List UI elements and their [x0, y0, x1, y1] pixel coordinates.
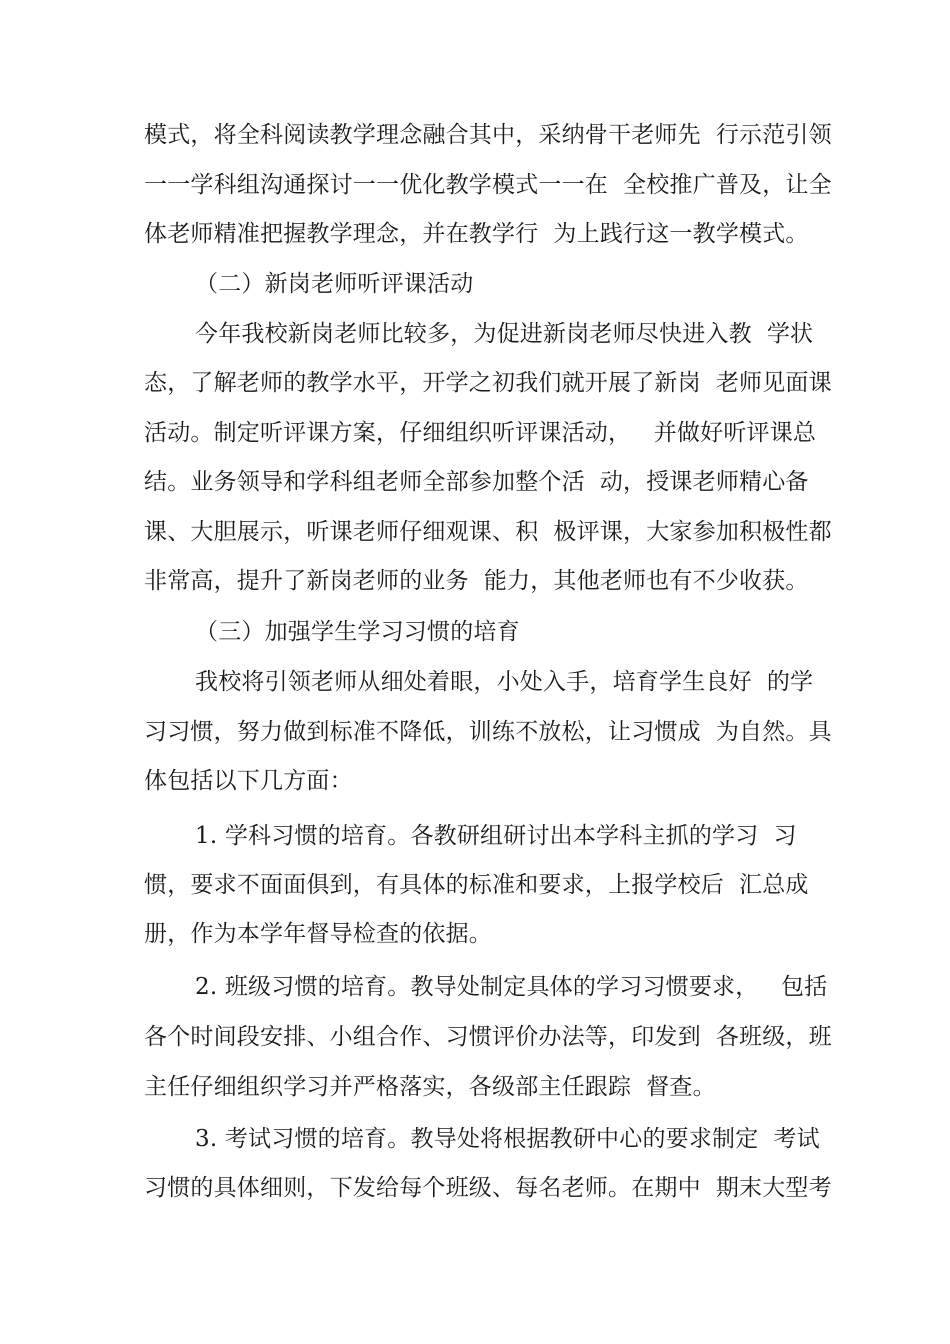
body-text-line: 体包括以下几方面：	[144, 768, 353, 794]
list-item-text: 2. 班级习惯的培育。教导处制定具体的学习习惯要求， 包括	[195, 974, 828, 1000]
body-text-line: 习惯的具体细则，下发给每个班级、每名老师。在期中 期末大型考	[144, 1175, 832, 1201]
body-text-line: 我校将引领老师从细处着眼，小处入手，培育学生良好 的学	[195, 669, 814, 695]
body-text-line: 非常高，提升了新岗老师的业务 能力，其他老师也有不少收获。	[144, 568, 809, 594]
body-text-line: 活动。制定听评课方案，仔细组织听评课活动， 并做好听评课总	[144, 420, 817, 446]
section-heading: （三）加强学生学习习惯的培育	[195, 619, 520, 645]
body-text-line: 册，作为本学年督导检查的依据。	[144, 921, 492, 947]
body-text-line: 模式，将全科阅读教学理念融合其中，采纳骨干老师先 行示范引领	[144, 122, 832, 148]
body-text-line: 态，了解老师的教学水平，开学之初我们就开展了新岗 老师见面课	[144, 370, 832, 396]
body-text-line: 课、大胆展示，听课老师仔细观课、积 极评课，大家参加积极性都	[144, 519, 832, 545]
body-text-line: 体老师精准把握教学理念，并在教学行 为上践行这一教学模式。	[144, 221, 809, 247]
list-item-text: 3. 考试习惯的培育。教导处将根据教研中心的要求制定 考试	[195, 1126, 820, 1152]
body-text-line: 主任仔细组织学习并严格落实，各级部主任跟踪 督查。	[144, 1074, 716, 1100]
section-heading: （二）新岗老师听评课活动	[195, 271, 474, 297]
body-text-line: 一一学科组沟通探讨一一优化教学模式一一在 全校推广普及，让全	[144, 172, 832, 198]
body-text-line: 各个时间段安排、小组合作、习惯评价办法等，印发到 各班级，班	[144, 1024, 832, 1050]
body-text-line: 习习惯，努力做到标准不降低，训练不放松，让习惯成 为自然。具	[144, 719, 832, 745]
body-text-line: 今年我校新岗老师比较多，为促进新岗老师尽快进入教 学状	[195, 321, 814, 347]
body-text-line: 惯，要求不面面俱到，有具体的标准和要求，上报学校后 汇总成	[144, 872, 809, 898]
list-item-text: 1. 学科习惯的培育。各教研组研讨出本学科主抓的学习 习	[195, 823, 797, 849]
body-text-line: 结。业务领导和学科组老师全部参加整个活 动，授课老师精心备	[144, 469, 809, 495]
